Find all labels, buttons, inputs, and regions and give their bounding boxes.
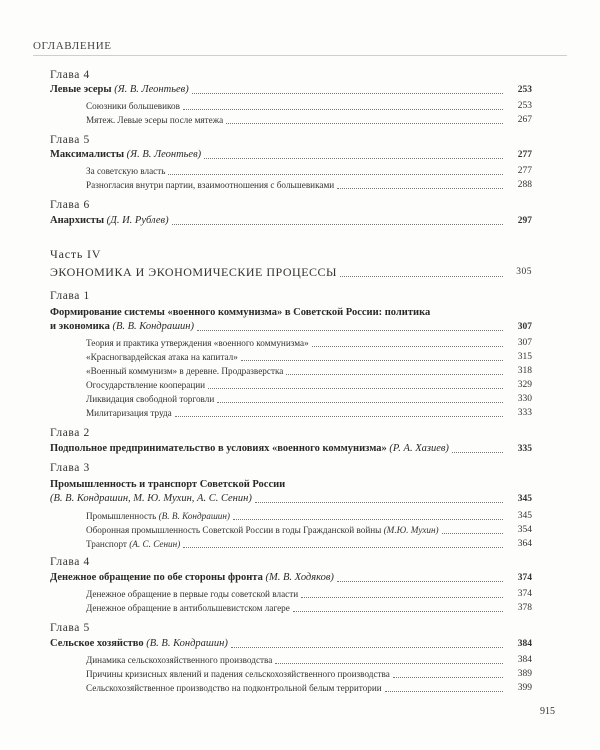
- entry-page: 330: [517, 394, 532, 404]
- entry-page: 277: [517, 166, 532, 176]
- leader-dots: [275, 663, 503, 664]
- chapter-label: [50, 461, 532, 475]
- entry-title: Максималисты: [50, 149, 125, 160]
- leader-dots: [452, 452, 503, 453]
- leader-dots: [183, 109, 503, 110]
- entry-text: [86, 365, 283, 378]
- entry-author: (М.Ю. Мухин): [383, 525, 439, 535]
- toc-entry-section[interactable]: [86, 365, 532, 378]
- entry-text: [50, 442, 449, 456]
- entry-page: 329: [517, 380, 532, 390]
- leader-dots: [208, 388, 503, 389]
- entry-text: [86, 393, 214, 406]
- leader-dots: [233, 519, 503, 520]
- entry-page: 318: [517, 366, 532, 376]
- leader-dots: [231, 647, 503, 648]
- toc-entry-section[interactable]: [86, 337, 532, 350]
- entry-text: [86, 407, 172, 420]
- entry-title-line1: Промышленность и транспорт Советской России: [50, 479, 286, 490]
- chapter-label: [50, 555, 532, 569]
- entry-text: [86, 524, 439, 537]
- entry-title: Динамика сельскохозяйственного производства: [86, 655, 273, 665]
- toc-entry-part[interactable]: [50, 264, 532, 280]
- entry-page: 345: [517, 511, 532, 521]
- entry-author: (В. В. Кондрашин, М. Ю. Мухин, А. С. Сенин): [50, 493, 252, 504]
- entry-page: 384: [517, 655, 532, 665]
- entry-page: 267: [517, 115, 532, 125]
- leader-dots: [293, 611, 503, 612]
- page-number: 915: [540, 706, 555, 717]
- entry-title: ЭКОНОМИКА И ЭКОНОМИЧЕСКИЕ ПРОЦЕССЫ: [50, 265, 338, 279]
- toc-entry-section[interactable]: [86, 524, 532, 537]
- toc-entry-section[interactable]: [86, 100, 532, 113]
- entry-text: [86, 510, 230, 523]
- entry-author: (В. В. Кондрашин): [158, 511, 230, 521]
- leader-dots: [301, 597, 503, 598]
- entry-title: Оборонная промышленность Советской России в годы Гражданской войны: [86, 525, 382, 535]
- toc-entry-chapter[interactable]: [50, 306, 532, 334]
- entry-text: [86, 100, 180, 113]
- entry-title: Огосударствление кооперации: [86, 380, 206, 390]
- entry-title: Теория и практика утверждения «военного коммунизма»: [86, 338, 309, 348]
- toc-entry-chapter[interactable]: [50, 148, 532, 162]
- toc-entry-chapter[interactable]: [50, 637, 532, 651]
- entry-author: (Р. А. Хазиев): [389, 443, 449, 454]
- entry-text: [86, 114, 223, 127]
- leader-dots: [393, 677, 503, 678]
- entry-title: Союзники большевиков: [86, 101, 180, 111]
- leader-dots: [385, 691, 503, 692]
- leader-dots: [312, 346, 503, 347]
- entry-page: 297: [517, 216, 532, 226]
- entry-page: 399: [517, 683, 532, 693]
- toc-entry-section[interactable]: [86, 538, 532, 551]
- toc-entry-section[interactable]: [86, 682, 532, 695]
- chapter-number: Глава 6: [50, 199, 90, 211]
- entry-text: [86, 682, 382, 695]
- entry-text: [86, 179, 334, 192]
- chapter-number: Глава 5: [50, 134, 90, 146]
- leader-dots: [175, 416, 503, 417]
- entry-title: Мятеж. Левые эсеры после мятежа: [86, 115, 224, 125]
- entry-text: [86, 337, 309, 350]
- entry-title: Причины кризисных явлений и падения сельскохозяйственного производства: [86, 669, 390, 679]
- entry-text: [86, 538, 180, 551]
- chapter-number: Глава 4: [50, 556, 90, 568]
- leader-dots: [192, 93, 503, 94]
- entry-text: [50, 637, 228, 651]
- entry-text: [86, 588, 298, 601]
- leader-dots: [172, 224, 503, 225]
- chapter-label: [50, 68, 532, 82]
- entry-page: 354: [517, 525, 532, 535]
- entry-text: [50, 148, 201, 162]
- chapter-label: [50, 289, 532, 303]
- toc-entry-section[interactable]: [86, 179, 532, 192]
- leader-dots: [255, 502, 503, 503]
- leader-dots: [286, 374, 503, 375]
- entry-title-line1: Формирование системы «военного коммунизма» в Советской России: политика: [50, 307, 431, 318]
- entry-text: [86, 602, 290, 615]
- leader-dots: [197, 330, 503, 331]
- entry-title: Сельскохозяйственное производство на подконтрольной белым территории: [86, 683, 382, 693]
- entry-title: За советскую власть: [86, 166, 166, 176]
- leader-dots: [442, 533, 503, 534]
- entry-page: 378: [517, 603, 532, 613]
- chapter-number: Глава 5: [50, 622, 90, 634]
- entry-page: 364: [517, 539, 532, 549]
- entry-title-line2: [50, 320, 532, 334]
- chapter-label: [50, 133, 532, 147]
- entry-text: [50, 83, 189, 97]
- toc-entry-section[interactable]: [86, 165, 532, 178]
- toc-entry-section[interactable]: [86, 588, 532, 601]
- entry-title: Ликвидация свободной торговли: [86, 394, 215, 404]
- entry-author: (Я. В. Леонтьев): [126, 149, 202, 160]
- entry-title: «Красногвардейская атака на капитал»: [86, 352, 238, 362]
- leader-dots: [168, 174, 503, 175]
- toc-entry-chapter[interactable]: [50, 83, 532, 97]
- toc-entry-chapter[interactable]: [50, 442, 532, 456]
- entry-title: «Военный коммунизм» в деревне. Продразверстка: [86, 366, 284, 376]
- entry-title: Анархисты: [50, 215, 105, 226]
- entry-title-line2: [50, 492, 532, 506]
- chapter-number: Глава 2: [50, 427, 90, 439]
- leader-dots: [337, 188, 503, 189]
- toc-entry-section[interactable]: [86, 654, 532, 667]
- entry-page: 307: [517, 322, 532, 332]
- chapter-label: [50, 198, 532, 212]
- entry-text: [50, 320, 194, 334]
- entry-page: 374: [517, 573, 532, 583]
- toc-entry-section[interactable]: [86, 379, 532, 392]
- toc-entry-section[interactable]: [86, 393, 532, 406]
- toc-entry-section[interactable]: [86, 602, 532, 615]
- toc-entry-section[interactable]: [86, 114, 532, 127]
- part-number: Часть IV: [50, 247, 102, 261]
- entry-title: Подпольное предпринимательство в условиях «военного коммунизма»: [50, 443, 387, 454]
- leader-dots: [241, 360, 503, 361]
- entry-text: [50, 492, 252, 506]
- entry-title: Денежное обращение в первые годы советской власти: [86, 589, 299, 599]
- entry-page: 253: [517, 85, 532, 95]
- entry-author: (Я. В. Леонтьев): [114, 84, 189, 95]
- chapter-number: Глава 3: [50, 462, 90, 474]
- entry-author: (А. С. Сенин): [129, 539, 181, 549]
- entry-author: (Д. И. Рублев): [106, 215, 169, 226]
- running-header: ОГЛАВЛЕНИЕ: [33, 40, 567, 56]
- entry-text: [50, 214, 169, 228]
- entry-page: 374: [517, 589, 532, 599]
- entry-title: Сельское хозяйство: [50, 638, 144, 649]
- leader-dots: [226, 123, 503, 124]
- leader-dots: [204, 158, 503, 159]
- chapter-label: [50, 621, 532, 635]
- leader-dots: [183, 547, 503, 548]
- entry-page: 345: [517, 494, 532, 504]
- entry-text: [86, 351, 238, 364]
- entry-page: 335: [517, 444, 532, 454]
- entry-page: 253: [517, 101, 532, 111]
- entry-page: 333: [517, 408, 532, 418]
- entry-author: (М. В. Ходяков): [265, 572, 334, 583]
- entry-page: 389: [517, 669, 532, 679]
- leader-dots: [337, 581, 503, 582]
- entry-text: [50, 571, 334, 585]
- toc-entry-section[interactable]: [86, 407, 532, 420]
- entry-page: 305: [516, 267, 532, 277]
- entry-text: [86, 654, 272, 667]
- entry-page: 307: [517, 338, 532, 348]
- entry-page: 384: [517, 639, 532, 649]
- entry-title: Денежное обращение по обе стороны фронта: [50, 572, 263, 583]
- toc-entry-chapter[interactable]: [50, 478, 532, 506]
- entry-title: Транспорт: [86, 539, 127, 549]
- entry-title: Промышленность: [86, 511, 157, 521]
- leader-dots: [217, 402, 503, 403]
- entry-title: Разногласия внутри партии, взаимоотношения с большевиками: [86, 180, 335, 190]
- entry-page: 277: [517, 150, 532, 160]
- toc-entry-section[interactable]: [86, 351, 532, 364]
- entry-title: и экономика: [50, 321, 110, 332]
- leader-dots: [340, 276, 503, 277]
- entry-author: (В. В. Кондрашин): [146, 638, 228, 649]
- chapter-number: Глава 4: [50, 69, 90, 81]
- toc-entry-section[interactable]: [86, 668, 532, 681]
- entry-title: Денежное обращение в антибольшевистском лагере: [86, 603, 290, 613]
- entry-page: 315: [517, 352, 532, 362]
- entry-text: [86, 668, 390, 681]
- entry-title: Милитаризация труда: [86, 408, 172, 418]
- chapter-number: Глава 1: [50, 290, 90, 302]
- entry-author: (В. В. Кондрашин): [112, 321, 195, 332]
- entry-text: [86, 165, 165, 178]
- entry-page: 288: [517, 180, 532, 190]
- entry-title: Левые эсеры: [50, 84, 112, 95]
- toc-entry-section[interactable]: [86, 510, 532, 523]
- entry-text: [86, 379, 205, 392]
- part-label: [50, 246, 532, 262]
- toc-entry-chapter[interactable]: [50, 214, 532, 228]
- toc-entry-chapter[interactable]: [50, 571, 532, 585]
- chapter-label: [50, 426, 532, 440]
